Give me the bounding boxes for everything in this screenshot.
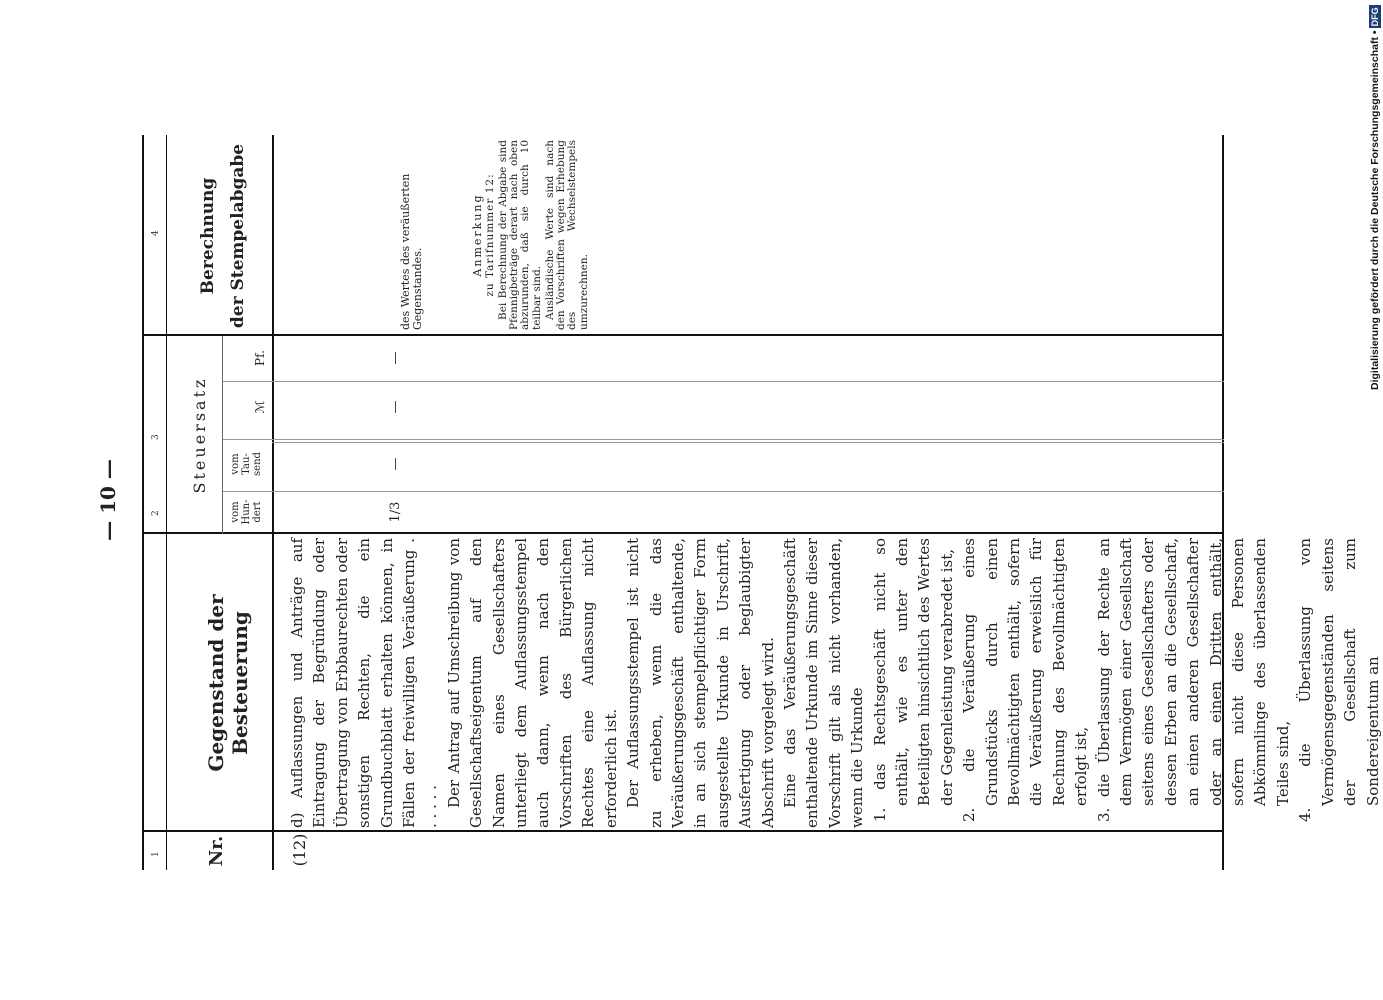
header-pfennig: Pf. bbox=[253, 350, 267, 366]
rate-pfennig: — bbox=[388, 351, 403, 365]
column-number-2: 2 bbox=[151, 510, 161, 516]
column-number-3: 3 bbox=[151, 434, 161, 440]
header-mark: ℳ bbox=[253, 400, 267, 414]
page-number: — 10 — bbox=[96, 459, 120, 541]
list-item-1: 1. das Rechtsgeschäft nicht so enthält, wie es unter den Beteiligten hinsichtlich des Wertes der Gegenleistung verabredet ist, bbox=[870, 538, 956, 822]
header-per-hundred: vom Hun- dert bbox=[230, 499, 263, 525]
paragraph-urkunde: Eine das Veräußerungsgeschäft enthaltende Urkunde im Sinne dieser Vorschrift gilt als nicht vorhanden, wenn die Urkunde bbox=[780, 538, 867, 828]
col3-thousand-divider-b bbox=[222, 439, 1224, 440]
digitization-credit bbox=[1364, 7, 1383, 390]
header-subject: Gegenstand der Besteuerung bbox=[204, 594, 252, 772]
paragraph-umschreibung: Der Antrag auf Umschreibung von Gesellschaftseigentum auf den Namen eines Gesellschafters unterliegt dem Auflassungsstempel auch dann, wenn nach den Vorschriften des Bürgerlichen Rechtes eine Auflassung nicht erforderlich ist. bbox=[444, 538, 620, 828]
credit-text: Digitalisierung gefördert durch die Deutsche Forschungsgemeinschaft • bbox=[1369, 30, 1381, 390]
col3-thousand-divider-a bbox=[272, 442, 1224, 443]
note-foreign-values: Ausländische Werte sind nach den Vorschriften wegen Erhebung des Wechselstempels umzurechnen. bbox=[544, 140, 590, 330]
note-subtitle: zu Tarifnummer 12: bbox=[484, 173, 496, 297]
header-number: Nr. bbox=[206, 835, 227, 867]
header-calculation-line2: der Stempelabgabe bbox=[228, 143, 248, 329]
paragraph-nicht-zu-erheben: Der Auflassungsstempel ist nicht zu erheben, wenn die das Veräußerungsgeschäft enthaltende, in an sich stempelpflichtiger Form ausgestellte Urkunde in Urschrift, Ausfertigung oder beglaubigter Abschrift vorgelegt wird. bbox=[624, 538, 777, 828]
rate-per-hundred: 1/3 bbox=[388, 501, 403, 523]
dfg-logo: DFG bbox=[1370, 7, 1380, 27]
col3-hundred-divider bbox=[222, 491, 1224, 492]
col3-mark-divider bbox=[222, 381, 1224, 382]
col3-subheader-rule bbox=[222, 336, 223, 534]
col2-col3-divider bbox=[142, 532, 1224, 534]
column-number-4: 4 bbox=[151, 230, 161, 236]
entry-number: (12) bbox=[290, 833, 309, 867]
column-number-rule bbox=[166, 135, 167, 870]
header-tax-rate: Steuersatz bbox=[190, 376, 209, 494]
list-item-3: 3. die Überlassung der Rechte an dem Vermögen einer Gesellschaft seitens eines Gesellschafters oder dessen Erben an die Gesellschaft, an einen anderen Gesellschafter oder an einen Dritten enthält, sofern nicht diese Personen Abkömmlinge des überlassenden Teiles sind, bbox=[1094, 538, 1292, 822]
header-calculation-line1: Berechnung bbox=[198, 177, 218, 295]
column-number-1: 1 bbox=[151, 851, 161, 857]
rate-mark: — bbox=[388, 400, 403, 414]
list-item-2: 2. die Veräußerung eines Grundstücks durch einen Bevollmächtigten enthält, sofern die Veräußerung erweislich für Rechnung des Bevollmächtigten erfolgt ist, bbox=[960, 538, 1091, 822]
list-item-4: 4. die Überlassung von Vermögensgegenständen seitens der Gesellschaft zum Sondereigentum an bbox=[1296, 538, 1382, 822]
header-bottom-rule bbox=[272, 135, 274, 870]
paragraph-auflassungen: d) Auflassungen und Anträge auf Eintragung der Begründung oder Übertragung von Erbbaurechten oder sonstigen Rechten, die ein Grundbuchblatt erhalten können, in Fällen der freiwilligen Veräußerung . . . . . . bbox=[288, 538, 441, 828]
header-per-thousand: vom Tau- send bbox=[230, 452, 263, 476]
note-rounding: Bei Berechnung der Abgabe sind Pfennigbeträge derart nach oben abzurunden, daß sie durch 10 teilbar sind. bbox=[497, 140, 543, 330]
subject-text bbox=[286, 538, 1383, 828]
col3-col4-divider bbox=[142, 334, 1224, 336]
calculation-text: des Wertes des veräußerten Gegenstandes. bbox=[399, 173, 424, 330]
rate-per-thousand: — bbox=[388, 457, 403, 471]
table-top-rule bbox=[142, 135, 144, 870]
note-title: Anmerkung bbox=[471, 193, 484, 277]
